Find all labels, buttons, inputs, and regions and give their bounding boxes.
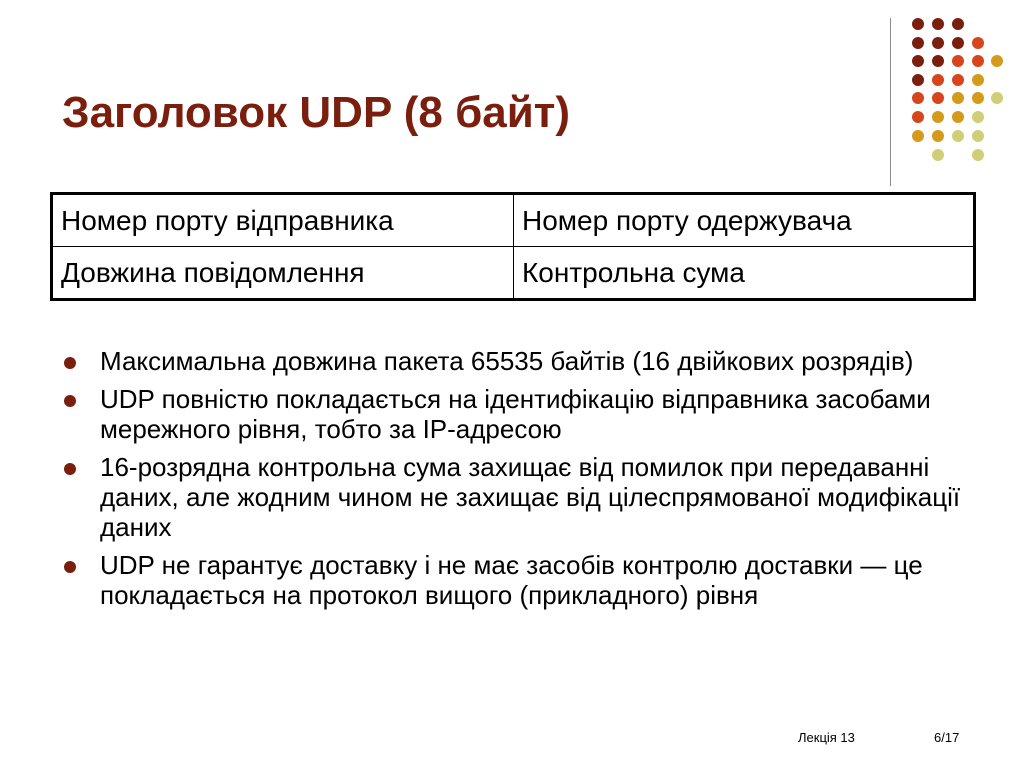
table-row [52,247,975,300]
table-cell-checksum: Контрольна сума [514,247,975,300]
bullet-list [62,346,962,618]
divider-line [890,18,891,186]
footer-page-number: 6/17 [934,730,960,745]
bullet-icon [64,357,76,369]
footer-lecture: Лекція 13 [798,730,855,745]
bullet-icon [64,395,76,407]
slide-title: Заголовок UDP (8 байт) [62,88,570,137]
table-cell-length: Довжина повідомлення [52,247,514,300]
list-item [62,452,962,542]
list-item [62,346,962,376]
bullet-text: Максимальна довжина пакета 65535 байтів (16 двійкових розрядів) [100,346,914,376]
list-item [62,550,962,610]
bullet-icon [64,463,76,475]
table-cell-source-port: Номер порту відправника [52,194,514,247]
table-cell-dest-port: Номер порту одержувача [514,194,975,247]
table-row [52,194,975,247]
bullet-icon [64,561,76,573]
bullet-text: UDP повністю покладається на ідентифікацію відправника засобами мережного рівня, тобто за IP-адресою [100,384,931,444]
bullet-text: UDP не гарантує доставку і не має засобів контролю доставки — це покладається на протокол вищого (прикладного) рівня [100,550,923,610]
list-item [62,384,962,444]
udp-header-table [50,192,976,301]
bullet-text: 16-розрядна контрольна сума захищає від помилок при передаванні даних, але жодним чином не захищає від цілеспрямованої модифікації даних [100,452,961,542]
